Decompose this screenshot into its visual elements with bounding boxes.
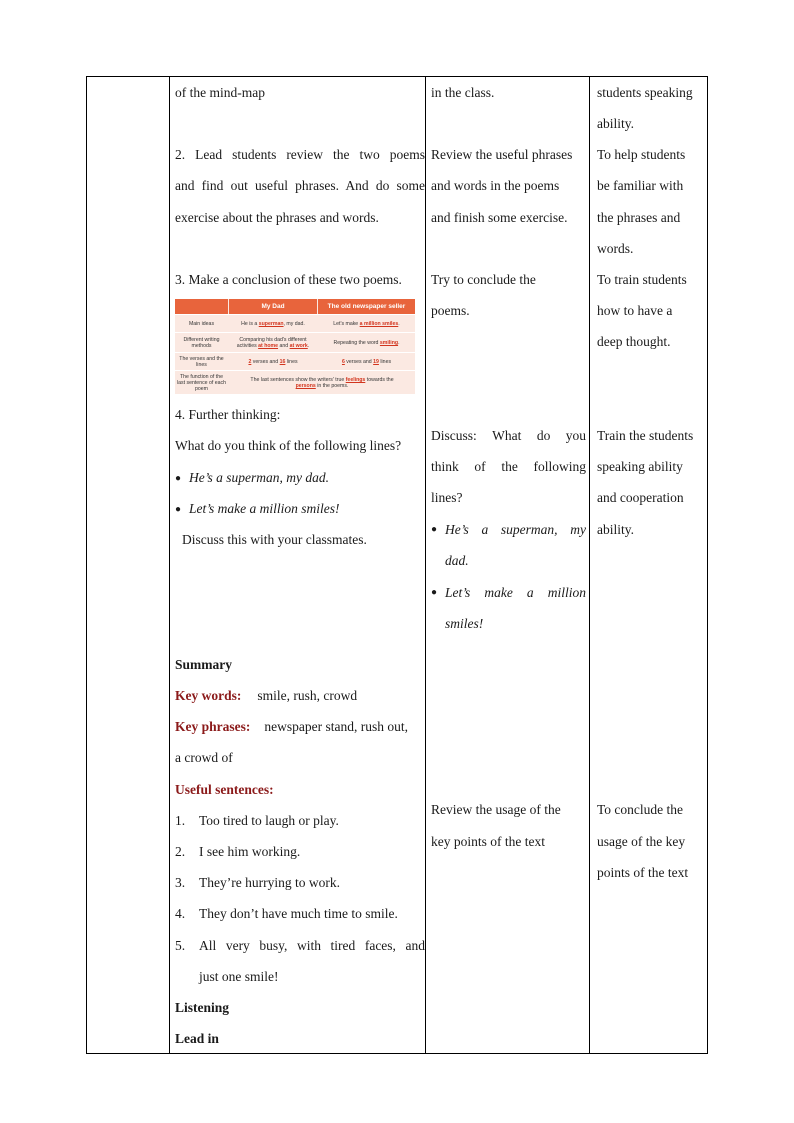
discuss-line3: lines? <box>431 490 463 505</box>
speak-line2: ability. <box>597 116 634 131</box>
usage-line2: key points of the text <box>431 834 545 849</box>
column-divider <box>589 77 590 1053</box>
bullet-icon: ● <box>431 587 438 598</box>
bullet-line-b: ● Let’s make a million <box>431 577 586 608</box>
help-line2: be familiar with <box>597 178 684 193</box>
bullet-icon: ● <box>175 504 182 516</box>
discuss-line1: Discuss: What do you <box>431 428 586 443</box>
column-divider <box>425 77 426 1053</box>
listening-heading: Listening <box>175 1000 230 1015</box>
sentence-item: 2. I see him working. <box>175 844 301 859</box>
mini-header-my-dad: My Dad <box>229 299 317 314</box>
help-line4: words. <box>597 241 634 256</box>
step2-line2: and find out useful phrases. And do some <box>175 178 425 193</box>
bullet-icon: ● <box>175 473 182 485</box>
sentence-item: 3. They’re hurrying to work. <box>175 875 340 890</box>
step2-line3: exercise about the phrases and words. <box>175 210 379 225</box>
step2-line1: 2. Lead students review the two poems <box>175 147 425 162</box>
useful-sentences-heading: Useful sentences: <box>175 782 274 797</box>
mini-row: The function of the last sentence of each poem The last sentences show the writers' true feelings towards the persons in the poems. <box>175 370 415 395</box>
sentence-item: 5. All very busy, with tired faces, and <box>175 938 425 953</box>
mini-row: Different writing methods Comparing his dad's different activities at home and at work. Repeating the word smiling. <box>175 332 415 353</box>
lesson-plan-table <box>86 76 708 1054</box>
bullet-line-b: ● Let’s make a million smiles! <box>175 493 425 524</box>
coop-line4: ability. <box>597 522 634 537</box>
key-words: Key words: smile, rush, crowd <box>175 688 358 703</box>
usage-purpose-line3: points of the text <box>597 865 689 880</box>
step3-title: 3. Make a conclusion of these two poems. <box>175 272 402 287</box>
train-line2: how to have a <box>597 303 673 318</box>
review-line2: and words in the poems <box>431 178 560 193</box>
discuss-line2: think of the following <box>431 459 586 474</box>
column-divider <box>169 77 170 1053</box>
teacher-activity-column <box>175 77 425 1053</box>
help-line3: the phrases and <box>597 210 681 225</box>
discuss-instruction: Discuss this with your classmates. <box>182 532 367 547</box>
review-line1: Review the useful phrases <box>431 147 573 162</box>
mini-header-newspaper-seller: The old newspaper seller <box>318 299 415 314</box>
poem-comparison-table <box>175 299 415 394</box>
student-activity-column <box>431 77 586 1053</box>
speak-line1: students speaking <box>597 85 693 100</box>
key-phrases-cont: a crowd of <box>175 750 233 765</box>
usage-purpose-line1: To conclude the <box>597 802 684 817</box>
train-line1: To train students <box>597 272 687 287</box>
conclude-line1: Try to conclude the <box>431 272 536 287</box>
summary-heading: Summary <box>175 657 232 672</box>
coop-line1: Train the students <box>597 428 694 443</box>
step4-title: 4. Further thinking: <box>175 407 281 422</box>
bullet-icon: ● <box>431 524 438 535</box>
purpose-column <box>597 77 702 1053</box>
sentence-item: 4. They don’t have much time to smile. <box>175 906 398 921</box>
sentence-item: 1. Too tired to laugh or play. <box>175 813 339 828</box>
coop-line3: and cooperation <box>597 490 684 505</box>
mini-row: Main ideas He is a superman, my dad. Let's make a million smiles. <box>175 314 415 333</box>
class-tail: in the class. <box>431 85 495 100</box>
step4-question: What do you think of the following lines? <box>175 438 402 453</box>
usage-line1: Review the usage of the <box>431 802 561 817</box>
bullet-line-a-cont: dad. <box>445 553 469 568</box>
bullet-line-b-cont: smiles! <box>445 616 484 631</box>
bullet-line-a: ● He’s a superman, my <box>431 514 586 545</box>
conclude-line2: poems. <box>431 303 470 318</box>
sentence-5-tail: just one smile! <box>199 969 279 984</box>
help-line1: To help students <box>597 147 686 162</box>
coop-line2: speaking ability <box>597 459 683 474</box>
mini-row: The verses and the lines 2 verses and 16 lines 6 verses and 19 lines <box>175 352 415 371</box>
bullet-line-a: ● He’s a superman, my dad. <box>175 462 425 493</box>
mindmap-tail: of the mind-map <box>175 85 265 100</box>
usage-purpose-line2: usage of the key <box>597 834 686 849</box>
lead-in-heading: Lead in <box>175 1031 219 1046</box>
train-line3: deep thought. <box>597 334 671 349</box>
key-phrases: Key phrases: newspaper stand, rush out, <box>175 719 408 734</box>
review-line3: and finish some exercise. <box>431 210 568 225</box>
